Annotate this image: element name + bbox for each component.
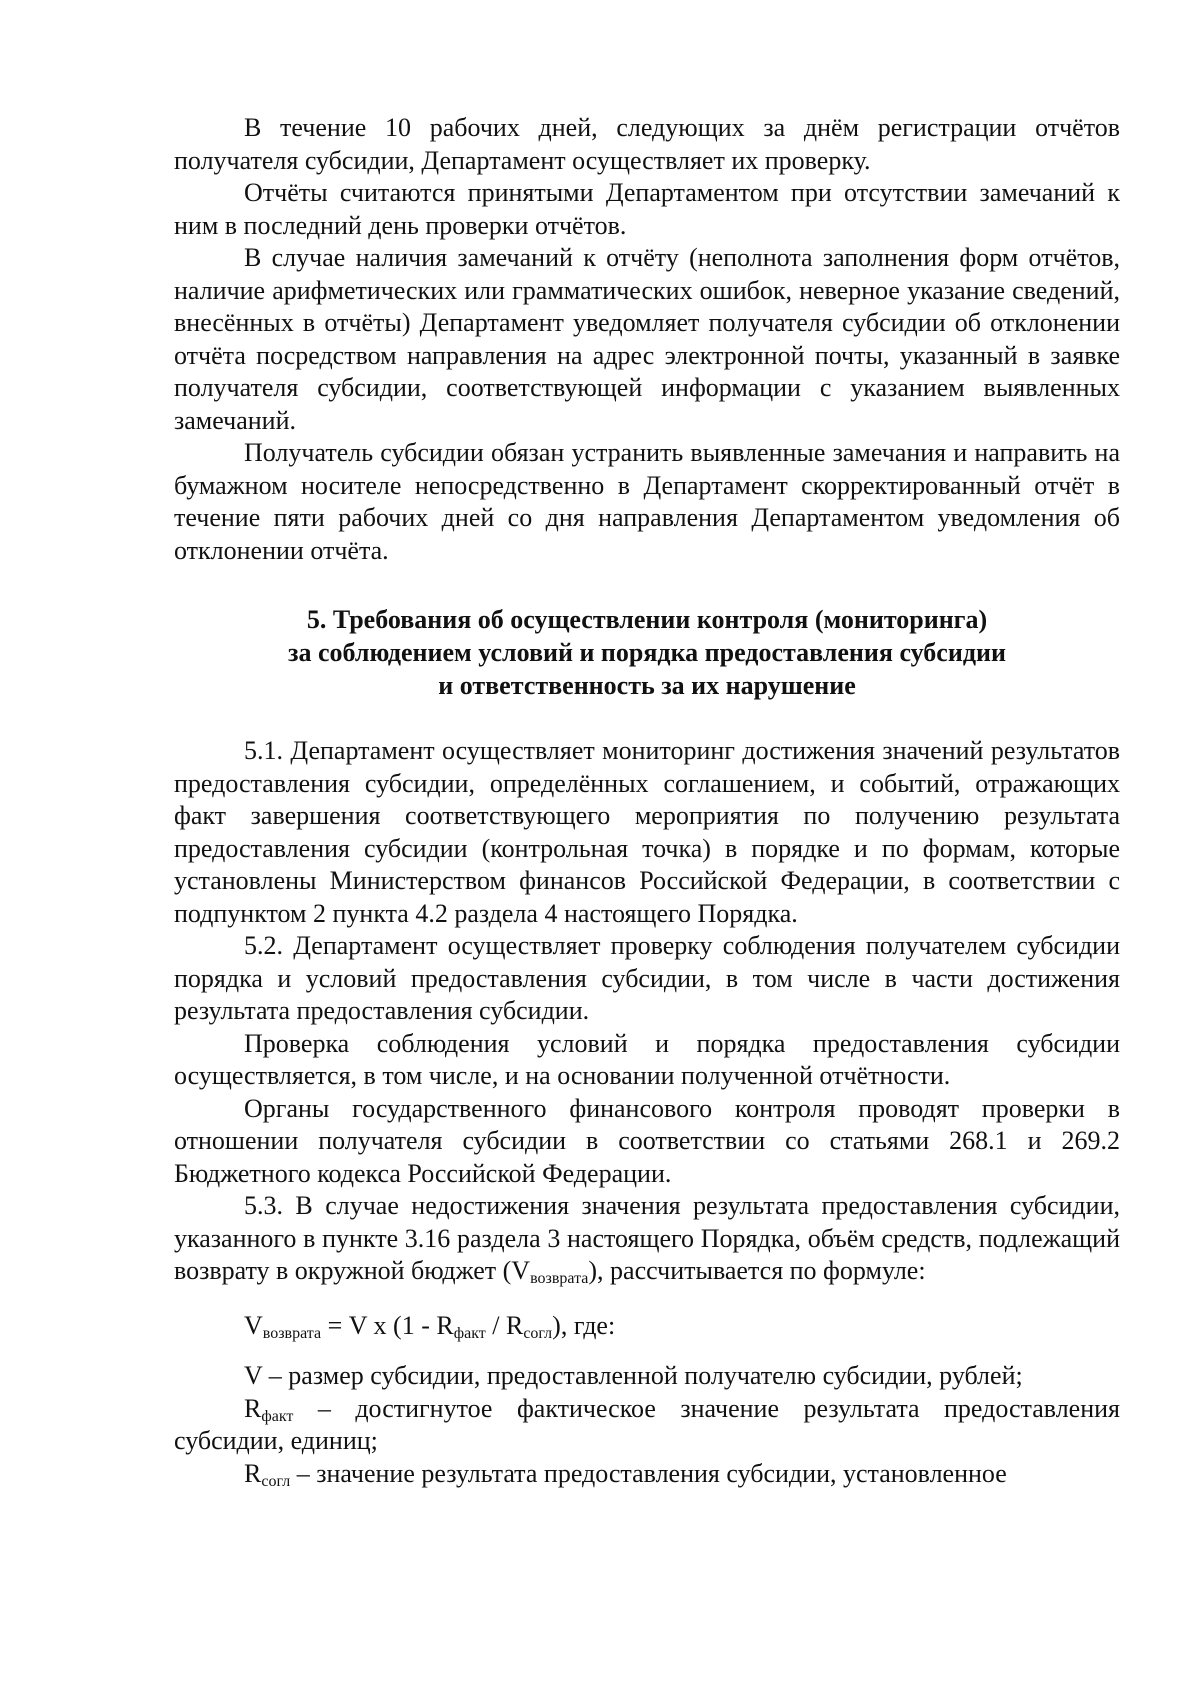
formula-v-symbol: V xyxy=(244,1310,263,1340)
formula-v-subscript: возврата xyxy=(262,1324,322,1342)
definition-r-fact-symbol: R xyxy=(244,1393,262,1423)
paragraph-financial-control: Органы государственного финансового контроля проводят проверки в отношении получателя субсидии в соответствии со статьями 268.1 и 269.2 Бюджетного кодекса Российской Федерации. xyxy=(174,1093,1120,1188)
paragraph-verification-basis: Проверка соблюдения условий и порядка предоставления субсидии осуществляется, в том числе, и на основании полученной отчётности. xyxy=(174,1028,1120,1090)
section-5-heading-line-3: и ответственность за их нарушение xyxy=(438,671,856,700)
definition-r-fact-subscript: факт xyxy=(261,1407,294,1425)
definition-r-agreed xyxy=(174,1458,1120,1491)
formula-r-agreed-subscript: согл xyxy=(523,1324,553,1342)
formula-end: ), где: xyxy=(552,1310,616,1340)
paragraph-5-3-text-after: ), рассчитывается по формуле: xyxy=(588,1256,926,1285)
definition-r-fact xyxy=(174,1393,1120,1458)
section-5-heading xyxy=(174,603,1120,702)
definition-r-fact-text: – достигнутое фактическое значение результата предоставления субсидии, единиц; xyxy=(174,1393,1120,1455)
paragraph-5-3 xyxy=(174,1190,1120,1288)
formula-middle-2: / R xyxy=(485,1310,524,1340)
paragraph-report-remarks: В случае наличия замечаний к отчёту (неполнота заполнения форм отчётов, наличие арифметических или грамматических ошибок, неверное указание сведений, внесённых в отчёты) Департамент уведомляет получателя субсидии об отклонении отчёта посредством направления на адрес электронной почты, указанный в заявке получателя субсидии, соответствующей информации с указанием выявленных замечаний. xyxy=(174,243,1120,435)
section-5-heading-line-2: за соблюдением условий и порядка предоставления субсидии xyxy=(288,638,1006,667)
paragraph-remarks-correction: Получатель субсидии обязан устранить выявленные замечания и направить на бумажном носителе непосредственно в Департамент скорректированный отчёт в течение пяти рабочих дней со дня направления Департаментом уведомления об отклонении отчёта. xyxy=(174,438,1120,565)
definition-r-agreed-symbol: R xyxy=(244,1458,262,1488)
formula-r-fact-subscript: факт xyxy=(453,1324,486,1342)
paragraph-5-1: 5.1. Департамент осуществляет мониторинг достижения значений результатов предоставления субсидии, определённых соглашением, и событий, отражающих факт завершения соответствующего мероприятия по получению результата предоставления субсидии (контрольная точка) в порядке и по формам, которые установлены Министерством финансов Российской Федерации, в соответствии с подпунктом 2 пункта 4.2 раздела 4 настоящего Порядка. xyxy=(174,736,1120,928)
formula-middle-1: = V x (1 - R xyxy=(321,1310,454,1340)
paragraph-5-3-subscript: возврата xyxy=(530,1270,589,1287)
definition-v: V – размер субсидии, предоставленной получателю субсидии, рублей; xyxy=(244,1361,1023,1390)
refund-formula xyxy=(174,1310,1120,1343)
paragraph-5-2: 5.2. Департамент осуществляет проверку соблюдения получателем субсидии порядка и условий предоставления субсидии, в том числе в части достижения результата предоставления субсидии. xyxy=(174,931,1120,1025)
paragraph-5-3-text-before: 5.3. В случае недостижения значения результата предоставления субсидии, указанного в пункте 3.16 раздела 3 настоящего Порядка, объём средств, подлежащий возврату в окружной бюджет (V xyxy=(174,1191,1120,1285)
definition-r-agreed-text: – значение результата предоставления субсидии, установленное xyxy=(290,1458,1007,1488)
definition-r-agreed-subscript: согл xyxy=(261,1472,291,1490)
paragraph-report-check: В течение 10 рабочих дней, следующих за днём регистрации отчётов получателя субсидии, Департамент осуществляет их проверку. xyxy=(174,113,1120,175)
paragraph-report-accepted: Отчёты считаются принятыми Департаментом при отсутствии замечаний к ним в последний день проверки отчётов. xyxy=(174,178,1120,240)
section-5-heading-line-1: 5. Требования об осуществлении контроля (мониторинга) xyxy=(306,605,988,634)
